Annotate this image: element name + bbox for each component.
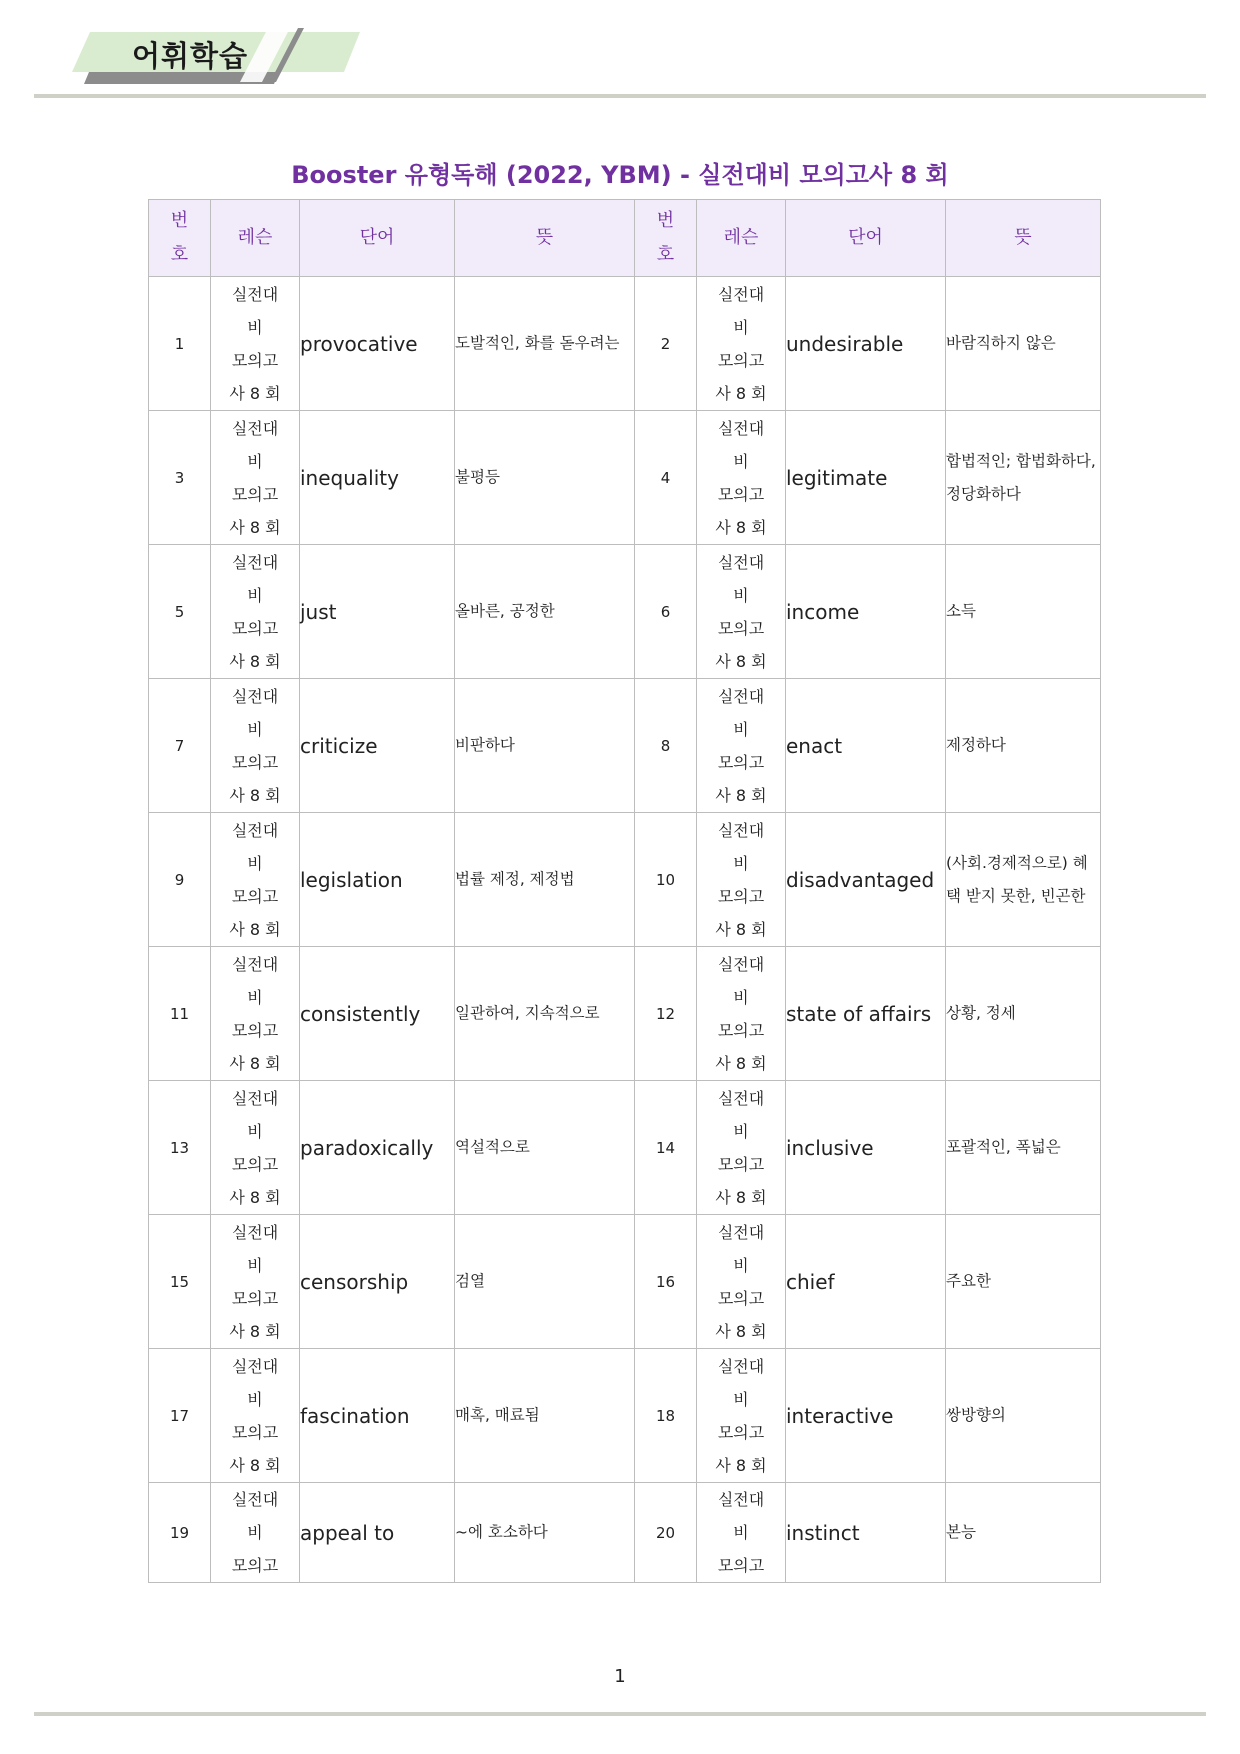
lesson-line: 모의고 bbox=[231, 350, 279, 370]
lesson-line: 사 8 회 bbox=[715, 785, 767, 805]
lesson-line: 사 8 회 bbox=[715, 1455, 767, 1475]
entry-number: 8 bbox=[635, 679, 697, 813]
lesson-cell bbox=[697, 545, 786, 679]
document-title: Booster 유형독해 (2022, YBM) - 실전대비 모의고사 8 회 bbox=[291, 161, 949, 189]
lesson-line: 비 bbox=[247, 1121, 263, 1141]
entry-word: provocative bbox=[300, 277, 455, 411]
entry-meaning: 비판하다 bbox=[455, 679, 635, 813]
entry-number: 5 bbox=[149, 545, 211, 679]
lesson-line: 모의고 bbox=[717, 1288, 765, 1308]
entry-meaning: 일관하여, 지속적으로 bbox=[455, 947, 635, 1081]
lesson-line: 모의고 bbox=[717, 618, 765, 638]
lesson-line: 실전대 bbox=[717, 418, 765, 438]
lesson-line: 비 bbox=[733, 1389, 749, 1409]
entry-meaning: 바람직하지 않은 bbox=[946, 277, 1101, 411]
lesson-line: 모의고 bbox=[231, 1154, 279, 1174]
lesson-line: 실전대 bbox=[717, 1088, 765, 1108]
entry-number: 10 bbox=[635, 813, 697, 947]
lesson-line: 사 8 회 bbox=[715, 517, 767, 537]
entry-word: fascination bbox=[300, 1349, 455, 1483]
lesson-line: 모의고 bbox=[717, 752, 765, 772]
lesson-line: 실전대 bbox=[717, 686, 765, 706]
entry-number: 4 bbox=[635, 411, 697, 545]
lesson-line: 실전대 bbox=[231, 284, 279, 304]
entry-word: just bbox=[300, 545, 455, 679]
lesson-line: 실전대 bbox=[231, 418, 279, 438]
entry-meaning: 상황, 정세 bbox=[946, 947, 1101, 1081]
lesson-cell bbox=[211, 277, 300, 411]
entry-word: paradoxically bbox=[300, 1081, 455, 1215]
lesson-line: 사 8 회 bbox=[715, 383, 767, 403]
header-word: 단어 bbox=[786, 200, 946, 277]
lesson-cell bbox=[211, 679, 300, 813]
lesson-cell bbox=[211, 411, 300, 545]
lesson-line: 모의고 bbox=[717, 1422, 765, 1442]
table-row bbox=[149, 411, 1101, 545]
lesson-cell bbox=[211, 1483, 300, 1583]
entry-meaning: 올바른, 공정한 bbox=[455, 545, 635, 679]
lesson-cell bbox=[697, 277, 786, 411]
lesson-line: 실전대 bbox=[717, 820, 765, 840]
lesson-line: 비 bbox=[733, 585, 749, 605]
lesson-cell bbox=[697, 1483, 786, 1583]
lesson-line: 모의고 bbox=[231, 618, 279, 638]
lesson-line: 모의고 bbox=[717, 350, 765, 370]
entry-meaning: 매혹, 매료됨 bbox=[455, 1349, 635, 1483]
lesson-cell bbox=[211, 813, 300, 947]
lesson-line: 모의고 bbox=[231, 886, 279, 906]
lesson-line: 사 8 회 bbox=[229, 517, 281, 537]
entry-number: 6 bbox=[635, 545, 697, 679]
entry-meaning: ~에 호소하다 bbox=[455, 1483, 635, 1583]
lesson-cell bbox=[211, 947, 300, 1081]
lesson-line: 모의고 bbox=[717, 484, 765, 504]
entry-word: legitimate bbox=[786, 411, 946, 545]
entry-number: 7 bbox=[149, 679, 211, 813]
entry-word: inclusive bbox=[786, 1081, 946, 1215]
lesson-line: 실전대 bbox=[231, 954, 279, 974]
entry-word: instinct bbox=[786, 1483, 946, 1583]
lesson-cell bbox=[697, 411, 786, 545]
table-row bbox=[149, 947, 1101, 1081]
lesson-line: 모의고 bbox=[231, 484, 279, 504]
lesson-line: 사 8 회 bbox=[715, 1321, 767, 1341]
lesson-line: 비 bbox=[733, 1523, 749, 1542]
entry-number: 11 bbox=[149, 947, 211, 1081]
lesson-line: 실전대 bbox=[717, 954, 765, 974]
entry-meaning: 본능 bbox=[946, 1483, 1101, 1583]
entry-meaning: 법률 제정, 제정법 bbox=[455, 813, 635, 947]
lesson-cell bbox=[697, 1081, 786, 1215]
lesson-line: 모의고 bbox=[231, 1020, 279, 1040]
lesson-cell bbox=[697, 1349, 786, 1483]
header-meaning: 뜻 bbox=[455, 200, 635, 277]
lesson-line: 모의고 bbox=[717, 1020, 765, 1040]
table-row bbox=[149, 545, 1101, 679]
entry-number: 19 bbox=[149, 1483, 211, 1583]
table-row bbox=[149, 1081, 1101, 1215]
lesson-line: 모의고 bbox=[231, 752, 279, 772]
lesson-line: 사 8 회 bbox=[715, 1053, 767, 1073]
entry-number: 18 bbox=[635, 1349, 697, 1483]
lesson-line: 사 8 회 bbox=[229, 1321, 281, 1341]
header-num: 번 호 bbox=[149, 200, 211, 277]
page-number: 1 bbox=[614, 1666, 626, 1687]
lesson-line: 사 8 회 bbox=[229, 1187, 281, 1207]
lesson-line: 비 bbox=[733, 1121, 749, 1141]
entry-number: 1 bbox=[149, 277, 211, 411]
lesson-line: 모의고 bbox=[231, 1422, 279, 1442]
lesson-line: 비 bbox=[733, 1255, 749, 1275]
lesson-line: 비 bbox=[247, 585, 263, 605]
entry-meaning: 검열 bbox=[455, 1215, 635, 1349]
lesson-line: 비 bbox=[733, 451, 749, 471]
entry-word: income bbox=[786, 545, 946, 679]
lesson-line: 모의고 bbox=[717, 1154, 765, 1174]
table-row bbox=[149, 1215, 1101, 1349]
lesson-line: 사 8 회 bbox=[715, 919, 767, 939]
lesson-line: 비 bbox=[247, 1255, 263, 1275]
entry-meaning: (사회.경제적으로) 혜택 받지 못한, 빈곤한 bbox=[946, 813, 1101, 947]
lesson-line: 비 bbox=[247, 853, 263, 873]
header-word: 단어 bbox=[300, 200, 455, 277]
entry-meaning: 소득 bbox=[946, 545, 1101, 679]
entry-meaning: 주요한 bbox=[946, 1215, 1101, 1349]
entry-number: 3 bbox=[149, 411, 211, 545]
entry-meaning: 도발적인, 화를 돋우려는 bbox=[455, 277, 635, 411]
entry-word: censorship bbox=[300, 1215, 455, 1349]
entry-word: chief bbox=[786, 1215, 946, 1349]
lesson-line: 비 bbox=[247, 719, 263, 739]
lesson-line: 실전대 bbox=[717, 552, 765, 572]
lesson-cell bbox=[211, 1081, 300, 1215]
lesson-line: 실전대 bbox=[717, 1356, 765, 1376]
lesson-line: 비 bbox=[733, 853, 749, 873]
lesson-line: 모의고 bbox=[717, 886, 765, 906]
entry-word: state of affairs bbox=[786, 947, 946, 1081]
lesson-line: 사 8 회 bbox=[715, 1187, 767, 1207]
lesson-line: 사 8 회 bbox=[229, 785, 281, 805]
entry-number: 16 bbox=[635, 1215, 697, 1349]
lesson-line: 실전대 bbox=[717, 284, 765, 304]
table-row bbox=[149, 813, 1101, 947]
lesson-line: 비 bbox=[733, 317, 749, 337]
lesson-line: 실전대 bbox=[231, 1088, 279, 1108]
lesson-line: 비 bbox=[247, 1389, 263, 1409]
entry-word: disadvantaged bbox=[786, 813, 946, 947]
lesson-line: 사 8 회 bbox=[715, 651, 767, 671]
lesson-line: 실전대 bbox=[231, 1356, 279, 1376]
header-lesson: 레슨 bbox=[211, 200, 300, 277]
lesson-line: 실전대 bbox=[717, 1222, 765, 1242]
entry-number: 9 bbox=[149, 813, 211, 947]
banner-label: 어휘학습 bbox=[132, 39, 249, 73]
entry-number: 14 bbox=[635, 1081, 697, 1215]
lesson-line: 실전대 bbox=[231, 686, 279, 706]
entry-word: legislation bbox=[300, 813, 455, 947]
lesson-cell bbox=[211, 1349, 300, 1483]
entry-word: consistently bbox=[300, 947, 455, 1081]
entry-word: inequality bbox=[300, 411, 455, 545]
entry-number: 13 bbox=[149, 1081, 211, 1215]
table-row bbox=[149, 1349, 1101, 1483]
lesson-line: 사 8 회 bbox=[229, 1455, 281, 1475]
table-row bbox=[149, 679, 1101, 813]
lesson-cell bbox=[697, 813, 786, 947]
entry-meaning: 역설적으로 bbox=[455, 1081, 635, 1215]
lesson-line: 사 8 회 bbox=[229, 383, 281, 403]
lesson-cell bbox=[697, 947, 786, 1081]
bottom-divider bbox=[34, 1712, 1206, 1716]
lesson-line: 실전대 bbox=[717, 1490, 765, 1509]
entry-word: enact bbox=[786, 679, 946, 813]
lesson-line: 실전대 bbox=[231, 820, 279, 840]
lesson-line: 모의고 bbox=[231, 1288, 279, 1308]
lesson-line: 비 bbox=[733, 719, 749, 739]
header-num: 번 호 bbox=[635, 200, 697, 277]
header-meaning: 뜻 bbox=[946, 200, 1101, 277]
entry-meaning: 합법적인; 합법화하다, 정당화하다 bbox=[946, 411, 1101, 545]
lesson-cell bbox=[697, 1215, 786, 1349]
section-banner bbox=[66, 28, 366, 84]
lesson-line: 사 8 회 bbox=[229, 651, 281, 671]
vocabulary-table bbox=[148, 199, 1101, 1583]
lesson-line: 사 8 회 bbox=[229, 919, 281, 939]
lesson-line: 비 bbox=[247, 987, 263, 1007]
table-header-row bbox=[149, 200, 1101, 277]
lesson-line: 사 8 회 bbox=[229, 1053, 281, 1073]
lesson-cell bbox=[211, 1215, 300, 1349]
lesson-cell bbox=[697, 679, 786, 813]
entry-meaning: 불평등 bbox=[455, 411, 635, 545]
lesson-line: 모의고 bbox=[717, 1556, 765, 1575]
header-lesson: 레슨 bbox=[697, 200, 786, 277]
lesson-line: 비 bbox=[247, 451, 263, 471]
entry-word: undesirable bbox=[786, 277, 946, 411]
entry-number: 12 bbox=[635, 947, 697, 1081]
lesson-line: 실전대 bbox=[231, 1222, 279, 1242]
top-divider bbox=[34, 94, 1206, 98]
entry-number: 15 bbox=[149, 1215, 211, 1349]
lesson-line: 비 bbox=[247, 317, 263, 337]
lesson-line: 모의고 bbox=[231, 1556, 279, 1575]
entry-word: criticize bbox=[300, 679, 455, 813]
entry-meaning: 제정하다 bbox=[946, 679, 1101, 813]
lesson-cell bbox=[211, 545, 300, 679]
table-row bbox=[149, 1483, 1101, 1583]
lesson-line: 비 bbox=[733, 987, 749, 1007]
entry-meaning: 쌍방향의 bbox=[946, 1349, 1101, 1483]
lesson-line: 실전대 bbox=[231, 552, 279, 572]
table-row bbox=[149, 277, 1101, 411]
entry-meaning: 포괄적인, 폭넓은 bbox=[946, 1081, 1101, 1215]
entry-word: interactive bbox=[786, 1349, 946, 1483]
entry-number: 20 bbox=[635, 1483, 697, 1583]
lesson-line: 실전대 bbox=[231, 1490, 279, 1509]
lesson-line: 비 bbox=[247, 1523, 263, 1542]
entry-word: appeal to bbox=[300, 1483, 455, 1583]
entry-number: 2 bbox=[635, 277, 697, 411]
entry-number: 17 bbox=[149, 1349, 211, 1483]
